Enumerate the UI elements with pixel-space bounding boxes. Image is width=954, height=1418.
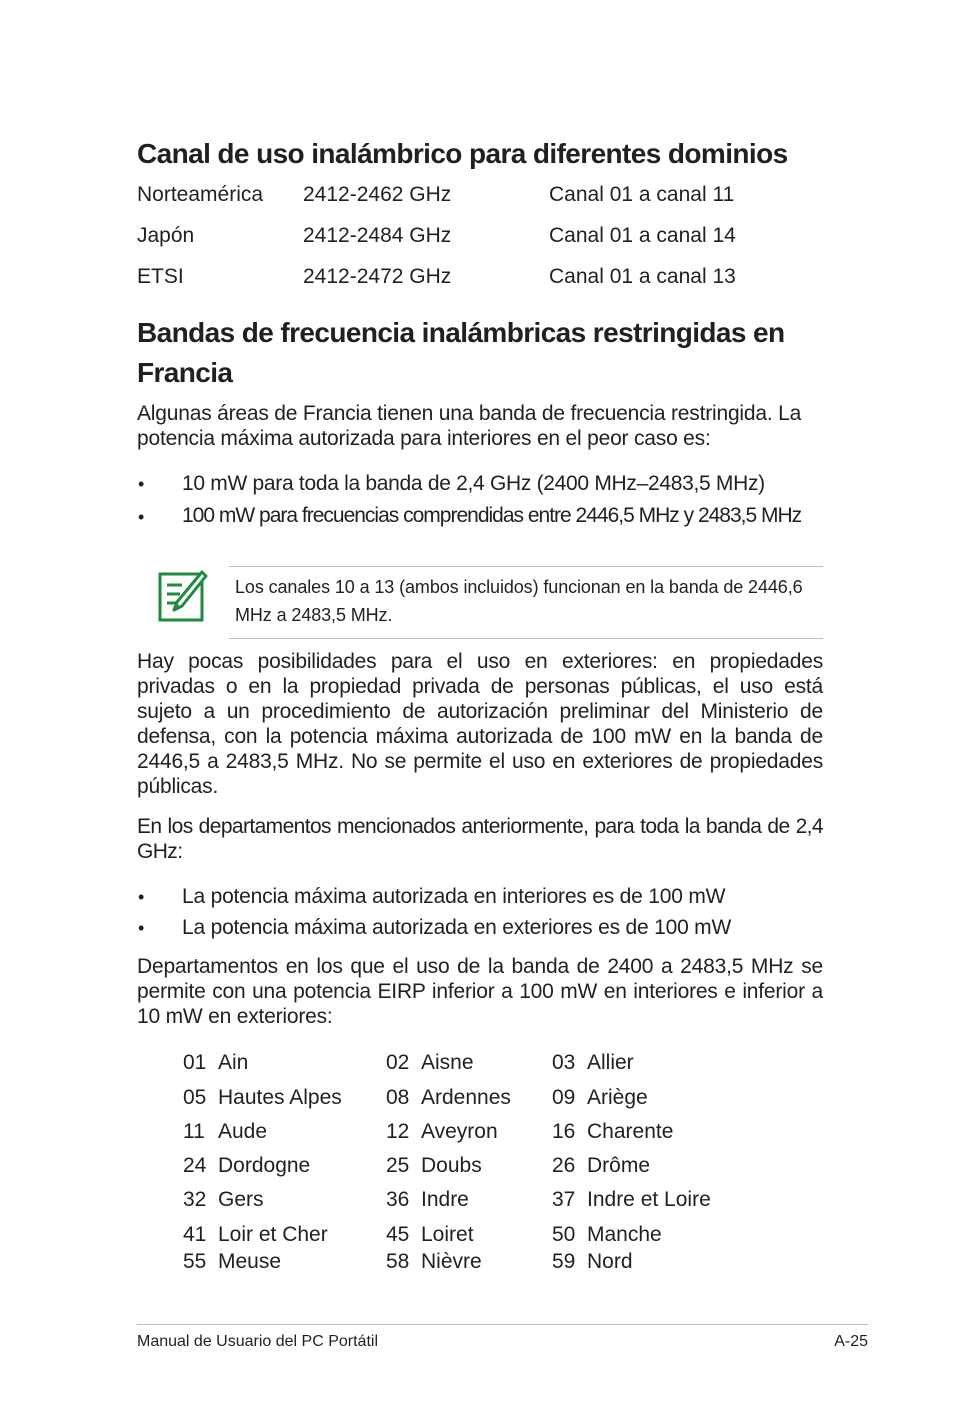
footer-rule <box>137 1324 868 1325</box>
department-name: Aisne <box>421 1051 474 1074</box>
bullet-item: 10 mW para toda la banda de 2,4 GHz (2400 MHz–2483,5 MHz) <box>182 472 765 495</box>
department-item <box>552 1223 662 1247</box>
channel-range: Canal 01 a canal 11 <box>549 183 735 206</box>
channel-range: Canal 01 a canal 14 <box>549 224 736 247</box>
department-item <box>552 1250 633 1274</box>
department-name: Indre <box>421 1188 469 1211</box>
department-name: Dordogne <box>218 1154 311 1177</box>
department-name: Ain <box>218 1051 249 1074</box>
department-number: 55 <box>183 1250 207 1273</box>
frequency-value: 2412-2484 GHz <box>303 224 452 247</box>
department-item <box>183 1154 310 1178</box>
footer-manual-title: Manual de Usuario del PC Portátil <box>137 1333 379 1350</box>
region-label: Norteamérica <box>137 183 264 206</box>
department-item <box>552 1051 634 1075</box>
department-name: Nièvre <box>421 1250 482 1273</box>
department-item <box>386 1120 498 1144</box>
department-name: Charente <box>587 1120 674 1143</box>
department-item <box>386 1223 474 1247</box>
department-number: 03 <box>552 1051 576 1074</box>
department-number: 59 <box>552 1250 576 1273</box>
department-name: Ardennes <box>421 1086 511 1109</box>
section-title-france <box>137 313 785 393</box>
department-number: 41 <box>183 1223 207 1246</box>
section-title-line: Francia <box>137 357 233 388</box>
department-name: Indre et Loire <box>587 1188 711 1211</box>
note-pencil-icon <box>158 568 208 624</box>
frequency-value: 2412-2472 GHz <box>303 265 452 288</box>
department-name: Aveyron <box>421 1120 498 1143</box>
department-number: 50 <box>552 1223 576 1246</box>
region-label: Japón <box>137 224 195 247</box>
department-name: Hautes Alpes <box>218 1086 342 1109</box>
department-item <box>183 1120 267 1144</box>
department-name: Meuse <box>218 1250 282 1273</box>
department-number: 24 <box>183 1154 207 1177</box>
department-item <box>386 1188 469 1212</box>
region-label: ETSI <box>137 265 184 288</box>
frequency-value: 2412-2462 GHz <box>303 183 452 206</box>
department-name: Loir et Cher <box>218 1223 328 1246</box>
department-item <box>552 1154 650 1178</box>
department-number: 12 <box>386 1120 410 1143</box>
department-number: 45 <box>386 1223 410 1246</box>
department-item <box>183 1223 328 1247</box>
department-name: Manche <box>587 1223 662 1246</box>
department-item <box>386 1154 482 1178</box>
outdoor-paragraph: Hay pocas posibilidades para el uso en exteriores: en propiedades privadas o en la propiedad privada de personas públicas, el uso está sujeto a un procedimiento de autorización preliminar del Ministerio de defensa, con la potencia máxima autorizada de 100 mW en la banda de 2446,5 a 2483,5 MHz. No se permite el uso en exteriores de propiedades públicas. <box>137 650 823 798</box>
department-item <box>386 1250 482 1274</box>
bullet-item: La potencia máxima autorizada en exteriores es de 100 mW <box>182 916 732 939</box>
department-number: 26 <box>552 1154 576 1177</box>
department-name: Drôme <box>587 1154 651 1177</box>
department-name: Loiret <box>421 1223 474 1246</box>
department-item <box>183 1250 281 1274</box>
department-name: Doubs <box>421 1154 482 1177</box>
department-name: Nord <box>587 1250 633 1273</box>
note-text: Los canales 10 a 13 (ambos incluidos) funcionan en la banda de 2446,6 MHz a 2483,5 MHz. <box>235 577 803 625</box>
department-item <box>183 1086 342 1110</box>
department-number: 01 <box>183 1051 207 1074</box>
department-number: 37 <box>552 1188 576 1211</box>
department-item <box>552 1188 711 1212</box>
department-number: 05 <box>183 1086 207 1109</box>
department-number: 09 <box>552 1086 576 1109</box>
intro-paragraph: Algunas áreas de Francia tienen una banda de frecuencia restringida. La potencia máxima autorizada para interiores en el peor caso es: <box>137 402 802 450</box>
department-item <box>386 1051 474 1075</box>
department-number: 08 <box>386 1086 410 1109</box>
department-item <box>386 1086 511 1110</box>
note-top-rule <box>229 566 823 567</box>
bullet-marker: • <box>138 474 145 494</box>
bullet-item: La potencia máxima autorizada en interiores es de 100 mW <box>182 885 726 908</box>
bullet-marker: • <box>138 918 145 938</box>
department-number: 16 <box>552 1120 576 1143</box>
department-item <box>552 1120 673 1144</box>
department-number: 25 <box>386 1154 410 1177</box>
bullet-marker: • <box>138 887 145 907</box>
bullet-item: 100 mW para frecuencias comprendidas entre 2446,5 MHz y 2483,5 MHz <box>182 504 802 527</box>
bullet-marker: • <box>138 507 145 527</box>
department-number: 02 <box>386 1051 410 1074</box>
department-item <box>183 1188 264 1212</box>
department-number: 58 <box>386 1250 410 1273</box>
page-number: A-25 <box>834 1333 868 1350</box>
department-name: Aude <box>218 1120 268 1143</box>
department-number: 32 <box>183 1188 207 1211</box>
department-item <box>552 1086 648 1110</box>
departments-paragraph: En los departamentos mencionados anteriormente, para toda la banda de 2,4 GHz: <box>137 815 823 863</box>
channel-row <box>137 224 837 250</box>
department-name: Ariège <box>587 1086 648 1109</box>
department-name: Gers <box>218 1188 264 1211</box>
note-bottom-rule <box>229 638 823 639</box>
channel-range: Canal 01 a canal 13 <box>549 265 736 288</box>
department-name: Allier <box>587 1051 634 1074</box>
eirp-paragraph: Departamentos en los que el uso de la banda de 2400 a 2483,5 MHz se permite con una potencia EIRP inferior a 100 mW en interiores e inferior a 10 mW en exteriores: <box>137 955 823 1028</box>
section-title-line: Bandas de frecuencia inalámbricas restringidas en <box>137 317 785 348</box>
department-number: 11 <box>183 1120 205 1143</box>
section-title-channels: Canal de uso inalámbrico para diferentes dominios <box>137 138 788 169</box>
department-number: 36 <box>386 1188 410 1211</box>
channel-row <box>137 183 837 209</box>
department-item <box>183 1051 248 1075</box>
channel-row <box>137 265 837 291</box>
